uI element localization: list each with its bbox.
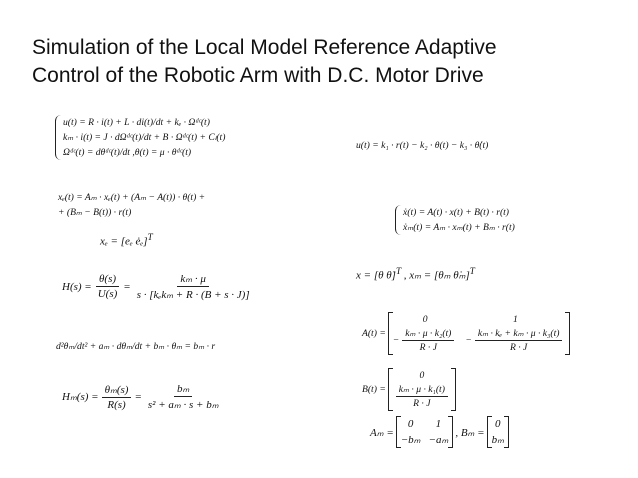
matrix-a-r2c1-denominator: R · J [419, 342, 437, 353]
model-tf-denominator: R(s) [107, 398, 126, 411]
matrix-bm-r2: bₘ [491, 434, 504, 446]
matrix-b-equation [362, 368, 458, 411]
model-tf-ratio [102, 383, 132, 411]
matrix-am-r1c2: 1 [435, 418, 442, 430]
state-space-system [395, 205, 515, 235]
matrix-a-lhs: A(t) = [362, 328, 386, 339]
matrix-b-r2-denominator: R · J [413, 398, 431, 409]
model-tf-expression [145, 382, 222, 411]
plant-tf-denominator: U(s) [97, 288, 118, 300]
matrix-am-r2c2: −aₘ [428, 434, 449, 446]
error-state-equation-line-1: xₑ(t) = Aₘ · xₑ(t) + (Aₘ − A(t)) · θ(t) + [58, 192, 206, 203]
matrix-bm-r1: 0 [494, 418, 501, 430]
matrix-a-r2c1-sign: − [392, 335, 400, 346]
model-tf-numerator: θₘ(s) [102, 383, 132, 398]
motor-equation-voltage: u(t) = R · i(t) + L · di(t)/dt + kₑ · Ωᵈᶜ(t) [63, 117, 210, 128]
matrix-b-r1: 0 [419, 370, 425, 381]
matrix-am-r2c1: −bₘ [400, 434, 421, 446]
title-line-2: Control of the Robotic Arm with D.C. Motor Drive [32, 64, 484, 87]
matrix-a-r2c1 [393, 328, 458, 353]
plant-tf-lhs: H(s) = [62, 280, 92, 293]
reference-model-ode: d²θₘ/dt² + aₘ · dθₘ/dt + bₘ · θₘ = bₘ · r [56, 341, 216, 352]
model-state-equation: ẋₘ(t) = Aₘ · xₘ(t) + Bₘ · r(t) [403, 222, 515, 233]
plant-tf-numerator: θ(s) [96, 273, 119, 287]
error-state-equation [58, 190, 205, 220]
matrix-bm [487, 416, 509, 448]
matrix-a-equation [362, 312, 572, 355]
model-state-vector-value: [θₘ θ̇ₘ] [433, 269, 470, 282]
matrix-a [388, 312, 571, 355]
model-tf-expr-numerator: bₘ [174, 382, 192, 397]
motor-equation-speed: Ωᵈᶜ(t) = dθᵈᶜ(t)/dt ,θ(t) = μ · θᵈᶜ(t) [63, 147, 192, 158]
matrix-a-r2c2-numerator: kₘ · kₑ + kₘ · μ · k₃(t) [475, 328, 563, 341]
matrix-a-r2c1-numerator: kₘ · μ · k₂(t) [402, 328, 454, 341]
error-state-equation-line-2: + (Bₘ − B(t)) · r(t) [58, 207, 132, 218]
error-vector-transpose: T [147, 232, 153, 242]
model-state-vector-transpose: T [469, 266, 475, 276]
matrix-b [388, 368, 456, 411]
model-tf-equals: = [134, 390, 142, 403]
control-law-equation: u(t) = k₁ · r(t) − k₂ · θ(t) − k₃ · θ̇(t) [356, 140, 489, 151]
matrix-a-r2c2-denominator: R · J [509, 342, 528, 353]
model-tf-lhs: Hₘ(s) = [62, 391, 99, 403]
motor-equation-torque: kₘ · i(t) = J · dΩᵈᶜ(t)/dt + B · Ωᵈᶜ(t) + Cₗ(t) [63, 132, 226, 143]
plant-tf-expr-numerator: kₘ · μ [177, 272, 209, 287]
matrix-a-r1c2: 1 [513, 314, 518, 325]
matrix-a-r2c2 [465, 328, 565, 353]
plant-tf-ratio [95, 273, 121, 300]
matrix-bm-lhs: , Bₘ = [455, 426, 485, 439]
state-vector-definitions [356, 266, 475, 282]
error-vector-value: [eₑ ėₑ] [120, 235, 148, 248]
matrix-a-r2c2-sign: − [465, 335, 472, 346]
plant-tf-equals: = [123, 280, 131, 293]
matrix-b-lhs: B(t) = [362, 384, 386, 395]
matrix-am-lhs: Aₘ = [370, 426, 394, 439]
matrix-b-r2-numerator: kₘ · μ · k₁(t) [396, 384, 448, 397]
plant-state-equation: ẋ(t) = A(t) · x(t) + B(t) · r(t) [403, 207, 510, 218]
state-vector-lhs: x = [356, 269, 372, 282]
error-vector-lhs: xₑ = [100, 235, 118, 248]
model-tf-expr-denominator: s² + aₘ · s + bₘ [147, 399, 219, 411]
title-line-1: Simulation of the Local Model Reference Adaptive [32, 36, 497, 59]
matrix-am [396, 416, 454, 448]
plant-transfer-function [62, 272, 256, 301]
slide-title [32, 34, 622, 90]
plant-tf-expr-denominator: s · [kₑkₘ + R · (B + s · J)] [136, 289, 250, 301]
state-vector-transpose: T [395, 266, 402, 276]
matrix-a-r1c1: 0 [422, 314, 428, 325]
plant-tf-expression [134, 272, 253, 301]
error-vector-definition [100, 232, 153, 248]
state-vector-value: [θ θ̇] [373, 269, 396, 282]
model-matrices-equation [370, 416, 511, 448]
matrix-am-r1c1: 0 [407, 418, 414, 430]
motor-equations-system [55, 115, 225, 160]
model-state-vector-lhs: , xₘ = [403, 269, 432, 282]
reference-model-transfer-function [62, 382, 225, 411]
